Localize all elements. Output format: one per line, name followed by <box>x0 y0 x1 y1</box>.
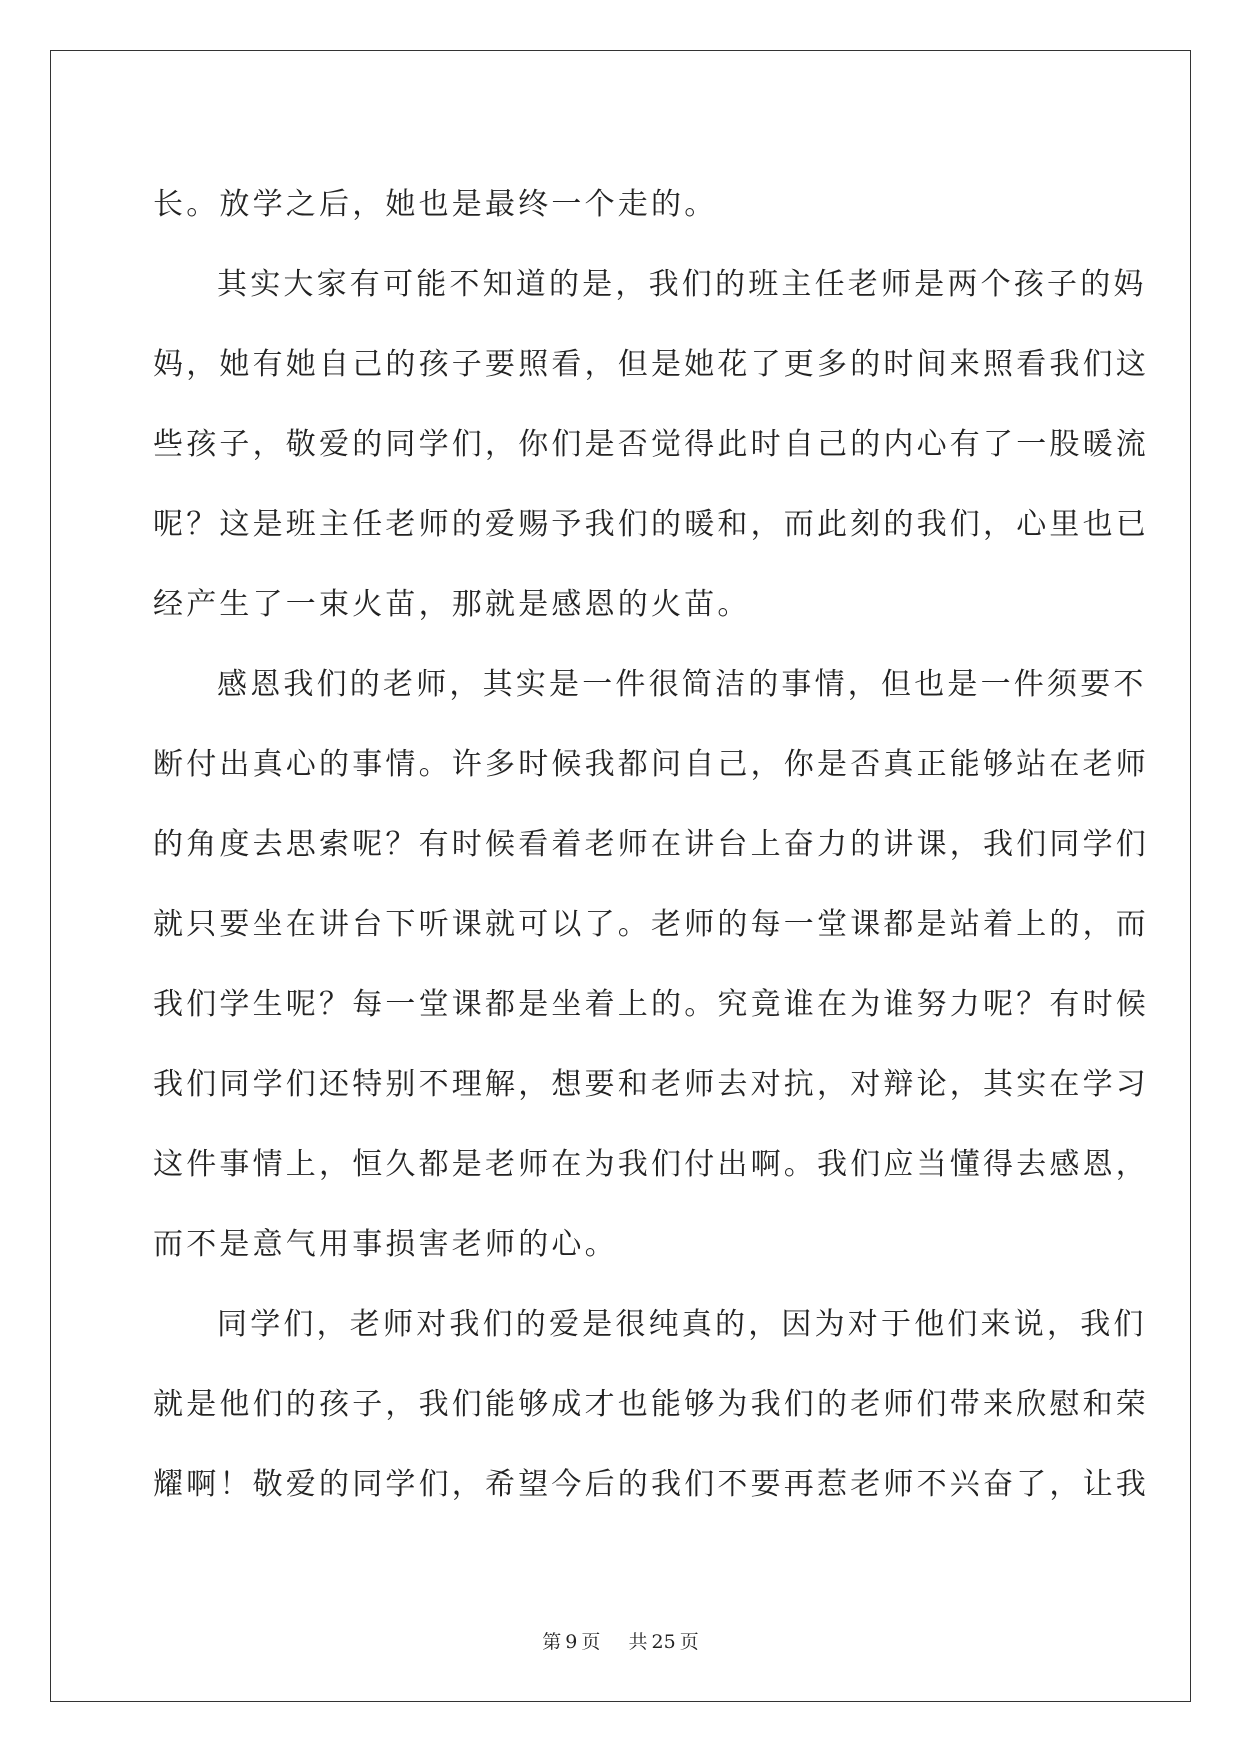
text-line: 我们学生呢？每一堂课都是坐着上的。究竟谁在为谁努力呢？有时候 <box>153 987 1149 1022</box>
text-line: 些孩子，敬爱的同学们，你们是否觉得此时自己的内心有了一股暖流 <box>153 427 1149 462</box>
text-line: 就只要坐在讲台下听课就可以了。老师的每一堂课都是站着上的，而 <box>153 907 1149 942</box>
text-line: 妈，她有她自己的孩子要照看，但是她花了更多的时间来照看我们这 <box>153 347 1149 382</box>
total-suffix: 页 <box>679 1631 699 1653</box>
text-line: 同学们，老师对我们的爱是很纯真的，因为对于他们来说，我们 <box>217 1307 1147 1342</box>
page-footer <box>0 1630 1241 1654</box>
text-line: 耀啊！敬爱的同学们，希望今后的我们不要再惹老师不兴奋了，让我 <box>153 1467 1149 1502</box>
text-line: 经产生了一束火苗，那就是感恩的火苗。 <box>153 587 751 622</box>
text-line: 其实大家有可能不知道的是，我们的班主任老师是两个孩子的妈 <box>217 267 1147 302</box>
page-suffix: 页 <box>581 1631 601 1653</box>
text-line: 这件事情上，恒久都是老师在为我们付出啊。我们应当懂得去感恩， <box>153 1147 1149 1182</box>
text-line: 我们同学们还特别不理解，想要和老师去对抗，对辩论，其实在学习 <box>153 1067 1149 1102</box>
total-prefix: 共 <box>628 1631 648 1653</box>
text-line: 呢？这是班主任老师的爱赐予我们的暖和，而此刻的我们，心里也已 <box>153 507 1149 542</box>
text-line: 感恩我们的老师，其实是一件很简洁的事情，但也是一件须要不 <box>217 667 1147 702</box>
document-body <box>153 165 1149 1525</box>
text-line: 而不是意气用事损害老师的心。 <box>153 1227 618 1262</box>
text-line: 的角度去思索呢？有时候看着老师在讲台上奋力的讲课，我们同学们 <box>153 827 1149 862</box>
page-prefix: 第 <box>542 1631 562 1653</box>
text-line: 断付出真心的事情。许多时候我都问自己，你是否真正能够站在老师 <box>153 747 1149 782</box>
text-line: 就是他们的孩子，我们能够成才也能够为我们的老师们带来欣慰和荣 <box>153 1387 1149 1422</box>
total-pages: 25 <box>651 1631 676 1653</box>
text-line: 长。放学之后，她也是最终一个走的。 <box>153 187 718 222</box>
page-number: 9 <box>565 1631 578 1653</box>
